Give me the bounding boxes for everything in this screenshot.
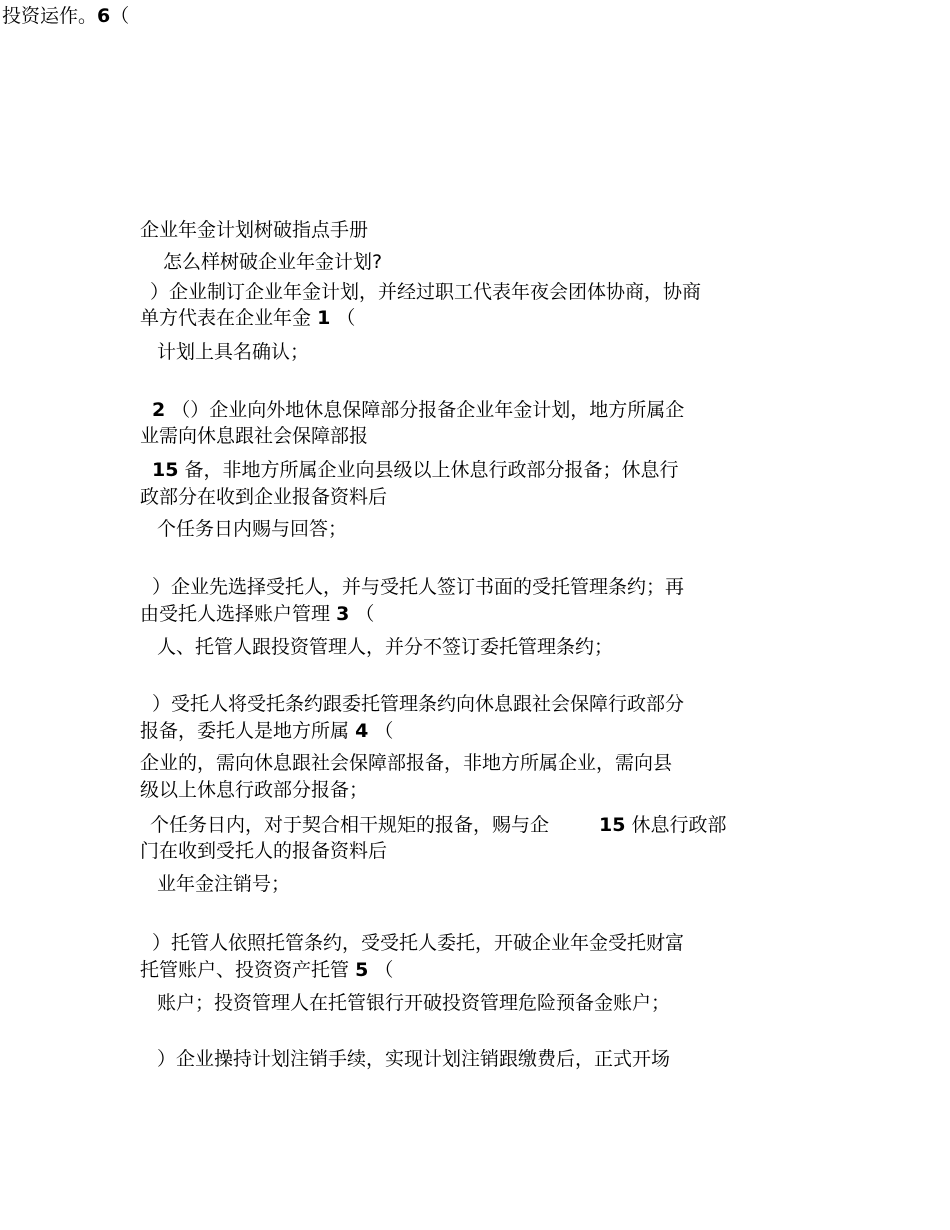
section-question: 怎么样树破企业年金计划?	[163, 251, 383, 273]
item4-line4: 级以上休息行政部分报备；	[140, 779, 369, 801]
item4-line2	[140, 718, 393, 744]
item4-days-number: 15	[599, 814, 626, 836]
page-title: 企业年金计划树破指点手册	[140, 219, 369, 241]
item5-line3: 账户；投资管理人在托管银行开破投资管理危险预备金账户；	[157, 992, 671, 1014]
item3-line2	[140, 601, 374, 627]
item4-text: 报备，委托人是地方所属	[140, 720, 350, 742]
item2-line2: 业需向休息跟社会保障部报	[140, 425, 369, 447]
item1-line3: 计划上具名确认；	[157, 341, 310, 363]
item2-number: 2	[152, 399, 166, 421]
item2-line3-text: 备，非地方所属企业向县级以上休息行政部分报备；休息行	[184, 459, 679, 481]
item4-line1: ）受托人将受托条约跟委托管理条约向休息跟社会保障行政部分	[152, 693, 685, 715]
fragment-number: 6	[97, 5, 111, 27]
item1-number: 1	[317, 307, 331, 329]
item5-paren: （	[374, 959, 394, 981]
top-fragment	[2, 3, 129, 29]
item2-line4: 政部分在收到企业报备资料后	[140, 486, 388, 508]
item2-line5: 个任务日内赐与回答；	[157, 518, 348, 540]
item5-text: 托管账户、投资资产托管	[140, 959, 350, 981]
item1-line2	[140, 305, 355, 331]
item1-paren: （	[336, 307, 356, 329]
item4-line5-text2: 休息行政部	[631, 814, 727, 836]
item3-text: 由受托人选择账户管理	[140, 603, 331, 625]
item1-text: 单方代表在企业年金	[140, 307, 312, 329]
item2-days-number: 15	[152, 459, 179, 481]
item4-line7: 业年金注销号；	[157, 873, 291, 895]
item3-number: 3	[336, 603, 350, 625]
item4-number: 4	[355, 720, 369, 742]
item5-line1: ）托管人依照托管条约，受受托人委托，开破企业年金受托财富	[152, 932, 685, 954]
item3-paren: （	[355, 603, 375, 625]
item4-line5-text: 个任务日内，对于契合相干规矩的报备，赐与企	[150, 814, 550, 836]
item2-line1	[152, 397, 684, 423]
item5-number: 5	[355, 959, 369, 981]
item4-line6: 门在收到受托人的报备资料后	[140, 840, 388, 862]
item4-line3: 企业的，需向休息跟社会保障部报备，非地方所属企业，需向县	[140, 752, 673, 774]
item2-line3	[152, 457, 679, 483]
item3-line3: 人、托管人跟投资管理人，并分不签订委托管理条约；	[157, 636, 614, 658]
item1-line1: ）企业制订企业年金计划，并经过职工代表年夜会团体协商，协商	[150, 281, 702, 303]
item5-line2	[140, 957, 393, 983]
item2-text: （）企业向外地休息保障部分报备企业年金计划，地方所属企	[171, 399, 685, 421]
fragment-paren: （	[110, 5, 130, 27]
item6-line1: ）企业操持计划注销手续，实现计划注销跟缴费后，正式开场	[157, 1048, 671, 1070]
item3-line1: ）企业先选择受托人，并与受托人签订书面的受托管理条约；再	[152, 576, 685, 598]
item4-paren: （	[374, 720, 394, 742]
fragment-text: 投资运作。	[2, 5, 98, 27]
item4-line5	[150, 812, 727, 838]
